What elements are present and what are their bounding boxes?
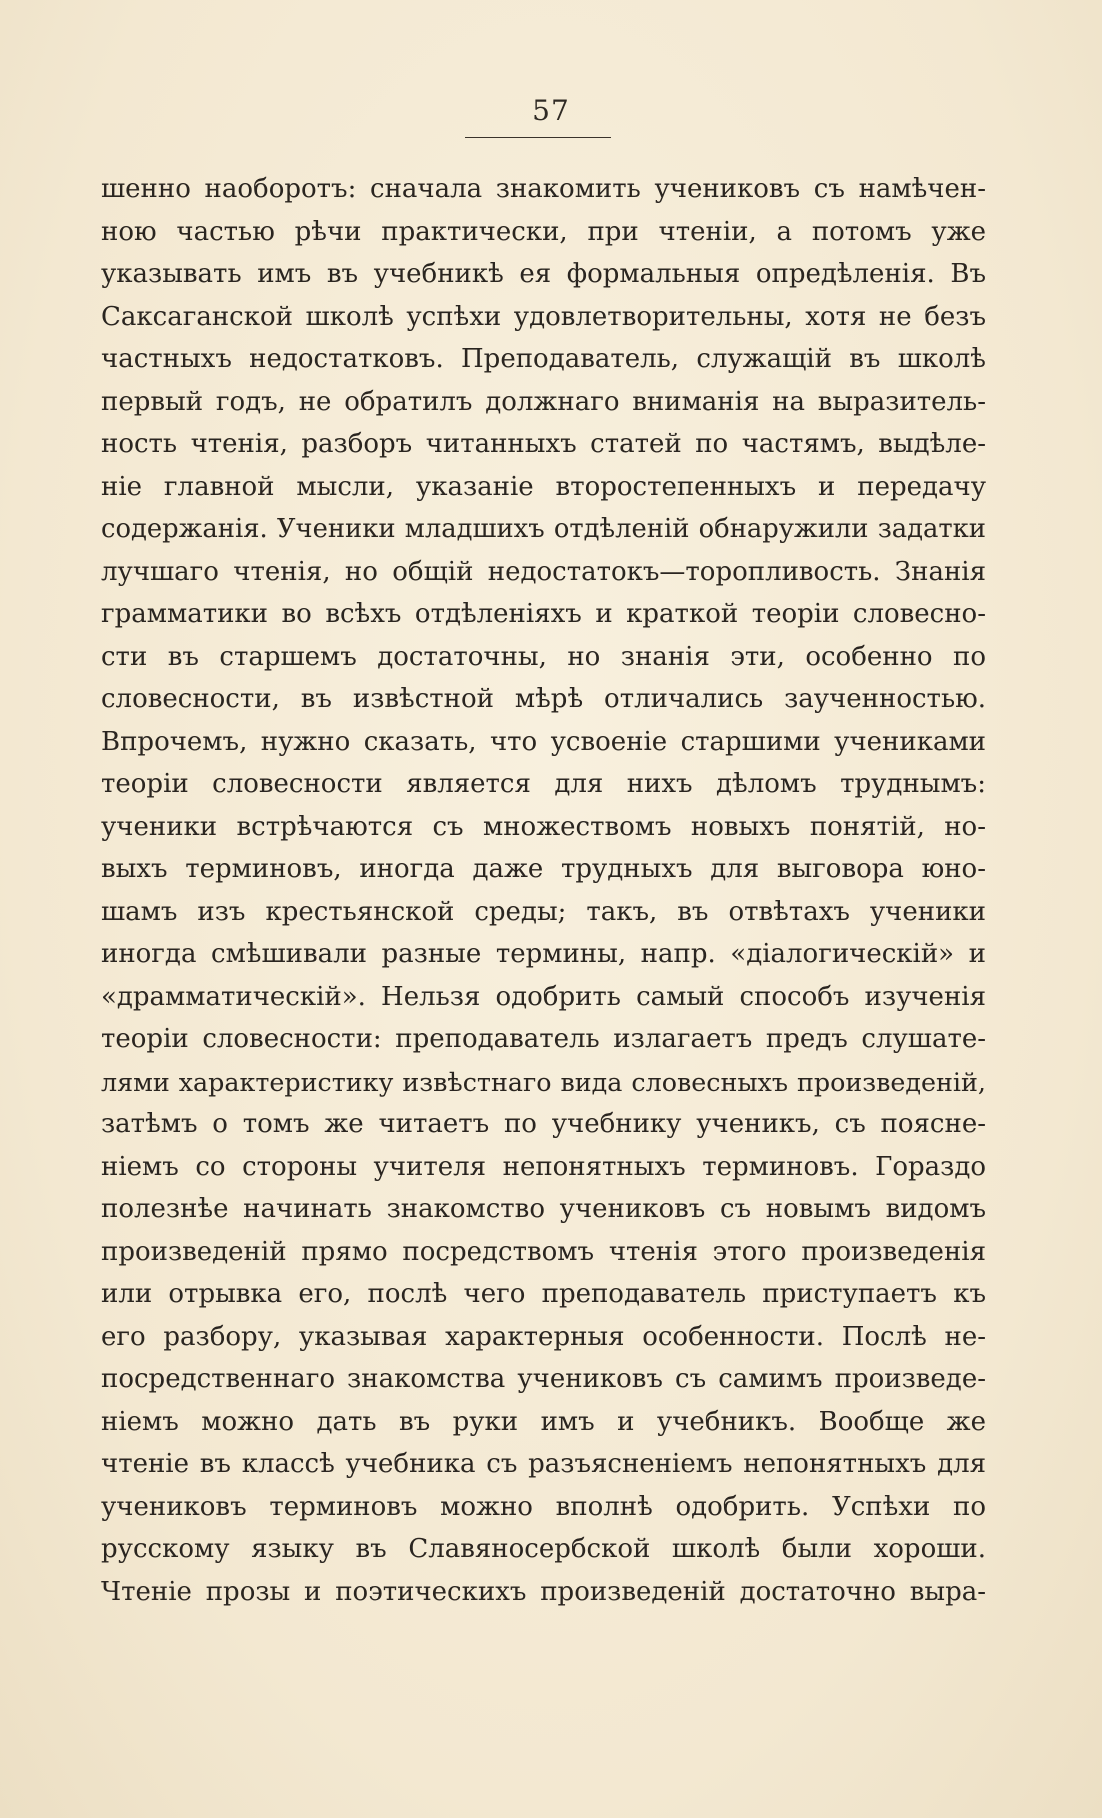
text-line: ность чтенія, разборъ читанныхъ статей по частямъ, выдѣле- [101, 429, 986, 459]
text-line: шамъ изъ крестьянской среды; такъ, въ отвѣтахъ ученики [101, 896, 986, 927]
text-line: ніе главной мысли, указаніе второстепенныхъ и передачу [101, 471, 986, 502]
text-line: выхъ терминовъ, иногда даже трудныхъ для выговора юно- [101, 854, 986, 884]
text-line: Впрочемъ, нужно сказать, что усвоеніе старшими учениками [101, 726, 986, 757]
text-line: ученики встрѣчаются съ множествомъ новыхъ понятій, но- [101, 811, 986, 842]
text-line: ніемъ со стороны учителя непонятныхъ терминовъ. Гораздо [101, 1151, 986, 1182]
header-rule [465, 137, 611, 138]
text-line: Саксаганской школѣ успѣхи удовлетворительны, хотя не безъ [101, 301, 986, 332]
text-line: грамматики во всѣхъ отдѣленіяхъ и краткой теоріи словесно- [101, 599, 986, 629]
text-line: содержанія. Ученики младшихъ отдѣленій обнаружили задатки [101, 514, 986, 544]
text-line: сти въ старшемъ достаточны, но знанія эти, особенно по [101, 641, 986, 672]
text-line: иногда смѣшивали разные термины, напр. «діалогическій» и [101, 939, 986, 969]
text-line: первый годъ, не обратилъ должнаго вниманія на выразитель- [101, 386, 986, 417]
text-line: шенно наоборотъ: сначала знакомить учениковъ съ намѣчен- [101, 174, 986, 204]
text-line: частныхъ недостатковъ. Преподаватель, служащій въ школѣ [101, 344, 986, 374]
text-line: затѣмъ о томъ же читаетъ по учебнику ученикъ, съ поясне- [101, 1109, 986, 1139]
text-line: Чтеніе прозы и поэтическихъ произведеній достаточно выра- [101, 1576, 986, 1607]
text-line: лями характеристику извѣстнаго вида словесныхъ произведеній, [101, 1066, 986, 1097]
text-line: учениковъ терминовъ можно вполнѣ одобрить. Успѣхи по [101, 1491, 986, 1522]
page-number: 57 [532, 94, 570, 127]
text-line: указывать имъ въ учебникѣ ея формальныя опредѣленія. Въ [101, 259, 986, 289]
text-line: ною частью рѣчи практически, при чтеніи, а потомъ уже [101, 216, 986, 247]
text-line: произведеній прямо посредствомъ чтенія этого произведенія [101, 1236, 986, 1267]
text-line: посредственнаго знакомства учениковъ съ самимъ произведе- [101, 1364, 986, 1394]
text-line: чтеніе въ классѣ учебника съ разъясненіемъ непонятныхъ для [101, 1449, 986, 1479]
text-line: теоріи словесности: преподаватель излагаетъ предъ слушате- [101, 1024, 986, 1054]
text-line: русскому языку въ Славяносербской школѣ были хороши. [101, 1534, 986, 1564]
text-line: «драмматическій». Нельзя одобрить самый способъ изученія [101, 981, 986, 1012]
body-text [101, 168, 986, 1613]
text-line: теоріи словесности является для нихъ дѣломъ труднымъ: [101, 769, 986, 799]
text-line: или отрывка его, послѣ чего преподаватель приступаетъ къ [101, 1279, 986, 1309]
text-line: словесности, въ извѣстной мѣрѣ отличались заученностью. [101, 684, 986, 714]
text-line: лучшаго чтенія, но общій недостатокъ—торопливость. Знанія [101, 556, 986, 587]
text-line: ніемъ можно дать въ руки имъ и учебникъ. Вообще же [101, 1406, 986, 1437]
text-line: его разбору, указывая характерныя особенности. Послѣ не- [101, 1321, 986, 1352]
text-line: полезнѣе начинать знакомство учениковъ съ новымъ видомъ [101, 1194, 986, 1224]
